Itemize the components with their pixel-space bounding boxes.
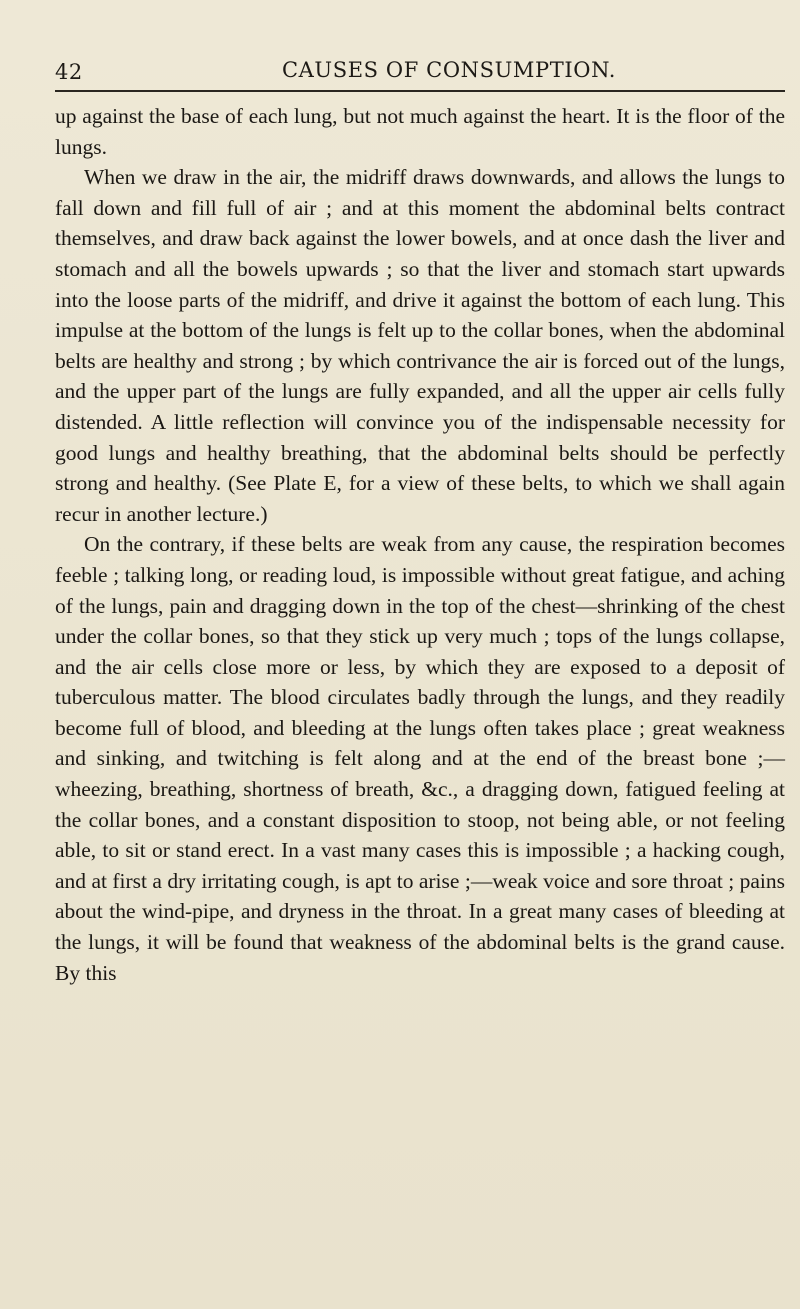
paragraph: On the contrary, if these belts are weak from any cause, the respiration becomes feeble ; talking long, or reading loud, is impossible without great fatigue, and aching of the lungs, pain and dragging down in the top of the chest—shrinking of the chest under the collar bones, so that they stick up very much ; tops of the lungs collapse, and the air cells close more or less, by which they are exposed to a deposit of tuberculous matter. The blood circulates badly through the lungs, and they readily become full of blood, and bleeding at the lungs often takes place ; great weakness and sinking, and twitching is felt along and at the end of the breast bone ;—wheezing, breathing, shortness of breath, &c., a dragging down, fatigued feeling at the collar bones, and a constant disposition to stoop, not being able, or not feeling able, to sit or stand erect. In a vast many cases this is impossible ; a hacking cough, and at first a dry irritating cough, is apt to arise ;—weak voice and sore throat ; pains about the wind-pipe, and dryness in the throat. In a great many cases of bleeding at the lungs, it will be found that weakness of the abdominal belts is the grand cause. By this [55, 532, 785, 985]
page-number: 42 [55, 60, 83, 84]
header-rule [55, 90, 785, 92]
body-text [55, 101, 785, 988]
paragraph-continued: up against the base of each lung, but not much against the heart. It is the floor of the lungs. [55, 104, 785, 159]
page-header [55, 58, 785, 92]
paragraph: When we draw in the air, the midriff draws downwards, and allows the lungs to fall down and fill full of air ; and at this moment the abdominal belts contract themselves, and draw back against the lower bowels, and at once dash the liver and stomach and all the bowels upwards ; so that the liver and stomach start upwards into the loose parts of the midriff, and drive it against the bottom of each lung. This impulse at the bottom of the lungs is felt up to the collar bones, when the abdominal belts are healthy and strong ; by which contrivance the air is forced out of the lungs, and the upper part of the lungs are fully expanded, and all the upper air cells fully distended. A little reflection will convince you of the indispensable necessity for good lungs and healthy breathing, that the abdominal belts should be perfectly strong and healthy. (See Plate E, for a view of these belts, to which we shall again recur in another lecture.) [55, 165, 785, 526]
running-head: CAUSES OF CONSUMPTION. [282, 58, 616, 82]
